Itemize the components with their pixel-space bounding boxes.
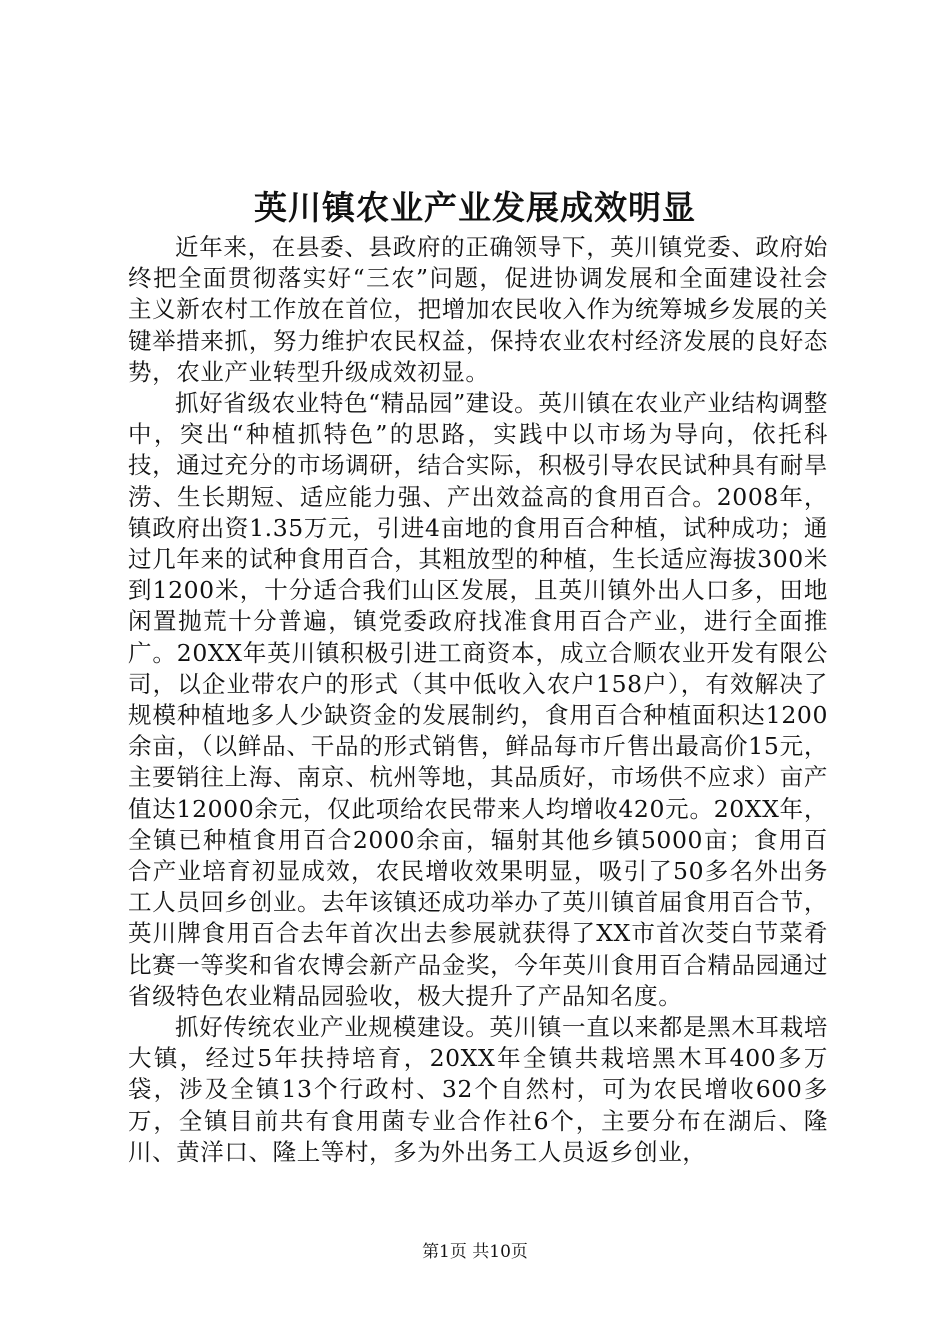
document-title: 英川镇农业产业发展成效明显 — [254, 188, 696, 227]
document-body — [128, 232, 828, 1168]
paragraph-traditional-agriculture: 抓好传统农业产业规模建设。英川镇一直以来都是黑木耳栽培大镇，经过5年扶持培育，20XX年全镇共栽培黑木耳400多万袋，涉及全镇13个行政村、32个自然村，可为农民增收600多万，全镇目前共有食用菌专业合作社6个，主要分布在湖后、隆川、黄洋口、隆上等村，多为外出务工人员返乡创业， — [128, 1013, 828, 1166]
paragraph-lily-garden: 抓好省级农业特色“精品园”建设。英川镇在农业产业结构调整中，突出“种植抓特色”的思路，实践中以市场为导向，依托科技，通过充分的市场调研，结合实际，积极引导农民试种具有耐旱涝、生长期短、适应能力强、产出效益高的食用百合。2008年，镇政府出资1.35万元，引进4亩地的食用百合种植，试种成功；通过几年来的试种食用百合，其粗放型的种植，生长适应海拔300米到1200米，十分适合我们山区发展，且英川镇外出人口多，田地闲置抛荒十分普遍，镇党委政府找准食用百合产业，进行全面推广。20XX年英川镇积极引进工商资本，成立合顺农业开发有限公司，以企业带农户的形式（其中低收入农户158户），有效解决了规模种植地多人少缺资金的发展制约，食用百合种植面积达1200余亩，（以鲜品、干品的形式销售，鲜品每市斤售出最高价15元，主要销往上海、南京、杭州等地，其品质好，市场供不应求）亩产值达12000余元，仅此项给农民带来人均增收420元。20XX年，全镇已种植食用百合2000余亩，辐射其他乡镇5000亩；食用百合产业培育初显成效，农民增收效果明显，吸引了50多名外出务工人员回乡创业。去年该镇还成功举办了英川镇首届食用百合节，英川牌食用百合去年首次出去参展就获得了XX市首次茭白节菜肴比赛一等奖和省农博会新产品金奖，今年英川食用百合精品园通过省级特色农业精品园验收，极大提升了产品知名度。 — [128, 389, 828, 1010]
paragraph-intro: 近年来，在县委、县政府的正确领导下，英川镇党委、政府始终把全面贯彻落实好“三农”问题，促进协调发展和全面建设社会主义新农村工作放在首位，把增加农民收入作为统筹城乡发展的关键举措来抓，努力维护农民权益，保持农业农村经济发展的良好态势，农业产业转型升级成效初显。 — [128, 233, 828, 386]
page-number-footer: 第1页 共10页 — [422, 1242, 528, 1262]
